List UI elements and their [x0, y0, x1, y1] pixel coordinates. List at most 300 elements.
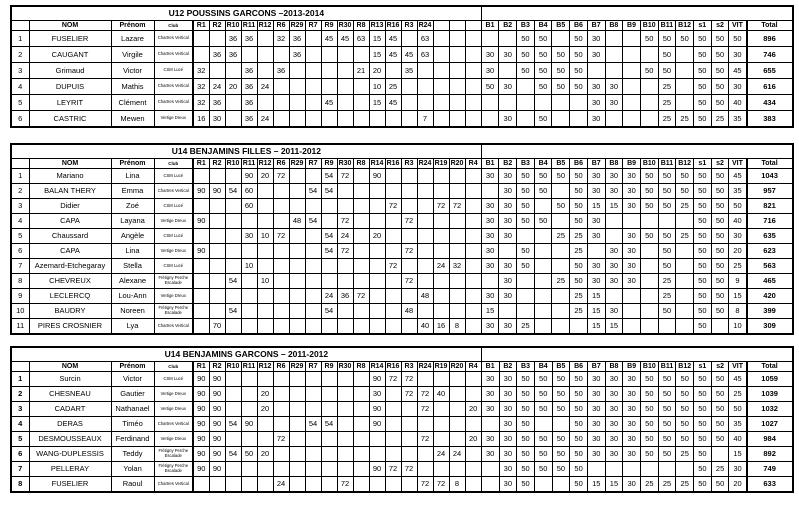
route-score-cell: 90 [369, 417, 385, 432]
boulder-score-cell [552, 244, 570, 259]
route-score-cell [321, 477, 337, 493]
table-title-spacer [481, 6, 792, 21]
route-column-header: R20 [450, 160, 464, 167]
route-score-cell [337, 319, 353, 335]
route-score-cell [241, 432, 257, 447]
boulder-score-cell [676, 79, 694, 95]
route-score-cell [337, 274, 353, 289]
route-column-header: R16 [386, 22, 400, 29]
route-score-cell [225, 372, 241, 387]
route-score-cell: 90 [209, 402, 225, 417]
route-score-cell [353, 184, 369, 199]
boulder-score-cell: 30 [499, 432, 517, 447]
boulder-score-cell: 50 [693, 47, 711, 63]
boulder-score-cell: 50 [552, 63, 570, 79]
results-table-u14-benjamins-garcons [10, 346, 794, 493]
boulder-score-cell: 50 [729, 402, 747, 417]
route-score-cell: 70 [209, 319, 225, 335]
route-score-cell [273, 319, 289, 335]
boulder-score-cell: 35 [729, 111, 747, 128]
route-score-cell: 54 [321, 229, 337, 244]
firstname-cell: Angèle [111, 229, 154, 244]
route-score-cell: 48 [289, 214, 305, 229]
route-score-cell [305, 289, 321, 304]
route-score-cell [257, 432, 273, 447]
boulder-score-cell: 50 [517, 199, 535, 214]
boulder-score-cell: 50 [658, 417, 676, 432]
nom-column-header: NOM [29, 21, 111, 31]
route-score-cell [337, 95, 353, 111]
route-column-header: R12 [258, 363, 272, 370]
route-column-header: R3 [401, 21, 417, 31]
route-score-cell: 90 [369, 372, 385, 387]
route-score-cell [273, 244, 289, 259]
route-score-cell [209, 244, 225, 259]
boulder-score-cell: 30 [499, 447, 517, 462]
table-row [11, 319, 793, 335]
column-header-row [11, 21, 793, 31]
route-score-cell: 20 [257, 447, 273, 462]
boulder-score-cell: 30 [587, 79, 605, 95]
table-row [11, 229, 793, 244]
boulder-score-cell [676, 289, 694, 304]
table-row [11, 259, 793, 274]
route-score-cell [385, 274, 401, 289]
boulder-score-cell: 50 [658, 259, 676, 274]
boulder-score-cell [534, 95, 552, 111]
route-column-header: R6 [273, 362, 289, 372]
boulder-score-cell: 25 [729, 259, 747, 274]
boulder-score-cell [658, 462, 676, 477]
firstname-cell: Lou-Ann [111, 289, 154, 304]
route-score-cell [433, 184, 449, 199]
boulder-score-cell: 15 [605, 319, 623, 335]
boulder-score-cell: 30 [499, 229, 517, 244]
name-cell: DUPUIS [29, 79, 111, 95]
boulder-score-cell: 30 [587, 417, 605, 432]
boulder-score-cell [623, 319, 641, 335]
boulder-score-cell: 30 [481, 372, 499, 387]
results-table-u14-benjamins-filles [10, 143, 794, 335]
boulder-score-cell: 50 [711, 79, 729, 95]
route-score-cell: 90 [209, 462, 225, 477]
boulder-score-cell [570, 95, 588, 111]
route-score-cell [401, 79, 417, 95]
table-row [11, 304, 793, 319]
route-score-cell: 10 [257, 229, 273, 244]
route-score-cell [209, 199, 225, 214]
route-column-header: R6 [273, 159, 289, 169]
boulder-score-cell: 50 [640, 184, 658, 199]
route-score-cell [353, 169, 369, 184]
boulder-score-cell: 30 [481, 169, 499, 184]
boulder-score-cell [517, 289, 535, 304]
route-score-cell: 72 [337, 169, 353, 184]
rank-cell: 8 [11, 274, 29, 289]
route-score-cell [369, 319, 385, 335]
total-cell: 892 [747, 447, 793, 462]
route-score-cell [417, 447, 433, 462]
boulder-score-cell: 50 [693, 95, 711, 111]
route-score-cell [433, 372, 449, 387]
boulder-score-cell: 25 [676, 229, 694, 244]
route-score-cell [257, 95, 273, 111]
boulder-column-header: B11 [658, 159, 676, 169]
boulder-score-cell: 25 [658, 95, 676, 111]
route-score-cell [273, 79, 289, 95]
firstname-cell: Lazare [111, 31, 154, 47]
club-cell: Vertige Dreux [154, 402, 193, 417]
rank-cell: 3 [11, 402, 29, 417]
route-score-cell [465, 214, 481, 229]
boulder-score-cell [640, 289, 658, 304]
boulder-score-cell: 50 [693, 111, 711, 128]
boulder-score-cell: 50 [570, 274, 588, 289]
boulder-score-cell: 25 [658, 289, 676, 304]
boulder-score-cell: 50 [641, 402, 659, 417]
route-score-cell [305, 319, 321, 335]
route-score-cell: 90 [193, 432, 209, 447]
total-cell: 821 [747, 199, 793, 214]
boulder-score-cell [640, 214, 658, 229]
boulder-column-header: B4 [534, 362, 552, 372]
boulder-score-cell: 30 [623, 432, 641, 447]
route-score-cell [385, 304, 401, 319]
prenom-column-header: Prénom [111, 21, 154, 31]
boulder-score-cell: 15 [587, 304, 605, 319]
route-score-cell: 45 [321, 31, 337, 47]
table-row [11, 417, 793, 432]
boulder-score-cell: 30 [587, 111, 605, 128]
route-score-cell [465, 387, 481, 402]
route-score-cell [369, 184, 385, 199]
route-score-cell: 72 [417, 477, 433, 493]
route-score-cell [369, 447, 385, 462]
route-score-cell: 24 [433, 259, 449, 274]
table-row [11, 47, 793, 63]
boulder-score-cell: 50 [570, 372, 588, 387]
boulder-score-cell [605, 229, 623, 244]
route-score-cell: 54 [321, 169, 337, 184]
route-column-header: R3 [401, 362, 417, 372]
route-score-cell: 90 [209, 372, 225, 387]
name-cell: Grimaud [29, 63, 111, 79]
route-score-cell [401, 95, 417, 111]
rank-cell: 5 [11, 432, 29, 447]
boulder-score-cell: 50 [711, 387, 729, 402]
table-title: U14 BENJAMINS GARCONS – 2011-2012 [11, 347, 481, 362]
boulder-score-cell: 50 [570, 31, 588, 47]
route-score-cell: 30 [209, 111, 225, 128]
route-score-cell [289, 244, 305, 259]
route-column-header: R7 [305, 21, 321, 31]
boulder-score-cell: 20 [729, 477, 747, 493]
boulder-score-cell: 50 [552, 372, 570, 387]
boulder-column-header: B1 [481, 159, 499, 169]
total-cell: 616 [747, 79, 793, 95]
boulder-score-cell: 50 [570, 169, 588, 184]
boulder-score-cell [605, 63, 623, 79]
route-score-cell: 54 [225, 417, 241, 432]
route-score-cell [193, 199, 209, 214]
boulder-score-cell [605, 214, 623, 229]
route-score-cell: 72 [385, 259, 401, 274]
route-score-cell [401, 184, 417, 199]
boulder-score-cell: 50 [552, 47, 570, 63]
route-score-cell: 72 [401, 214, 417, 229]
boulder-score-cell: 50 [694, 477, 712, 493]
route-score-cell [449, 79, 465, 95]
boulder-score-cell: 50 [517, 244, 535, 259]
route-column-header: R14 [370, 160, 384, 167]
route-score-cell: 54 [225, 184, 241, 199]
route-score-cell [449, 63, 465, 79]
route-score-cell [337, 199, 353, 214]
route-score-cell [241, 462, 257, 477]
boulder-score-cell: 50 [641, 432, 659, 447]
route-score-cell: 72 [337, 214, 353, 229]
boulder-score-cell: 30 [587, 95, 605, 111]
route-score-cell: 35 [401, 63, 417, 79]
route-score-cell [337, 47, 353, 63]
route-score-cell: 72 [449, 199, 465, 214]
name-cell: BALAN THERY [29, 184, 111, 199]
boulder-score-cell: 50 [658, 229, 676, 244]
route-score-cell: 90 [241, 169, 257, 184]
route-score-cell [417, 274, 433, 289]
boulder-column-header: s2 [711, 159, 729, 169]
route-score-cell [449, 214, 465, 229]
route-score-cell [417, 79, 433, 95]
table-row [11, 63, 793, 79]
route-score-cell [433, 111, 449, 128]
route-score-cell: 72 [433, 477, 449, 493]
route-score-cell [353, 259, 369, 274]
boulder-column-header: B10 [641, 362, 659, 372]
boulder-column-header: B11 [658, 21, 676, 31]
boulder-score-cell: 50 [570, 432, 588, 447]
total-cell: 984 [747, 432, 793, 447]
route-score-cell [401, 199, 417, 214]
boulder-score-cell: 50 [552, 402, 570, 417]
route-score-cell [337, 462, 353, 477]
route-score-cell [241, 274, 257, 289]
rank-cell: 1 [11, 169, 29, 184]
route-score-cell [401, 259, 417, 274]
route-score-cell [273, 95, 289, 111]
route-score-cell: 54 [321, 244, 337, 259]
boulder-score-cell [552, 111, 570, 128]
route-score-cell: 54 [321, 417, 337, 432]
boulder-score-cell: 30 [499, 289, 517, 304]
boulder-score-cell: 50 [517, 31, 535, 47]
boulder-score-cell: 50 [641, 372, 659, 387]
route-score-cell [257, 184, 273, 199]
route-score-cell: 54 [225, 274, 241, 289]
club-cell: CSM Lucé [154, 229, 193, 244]
name-cell: CAPA [29, 214, 111, 229]
table-row [11, 31, 793, 47]
route-score-cell: 20 [465, 402, 481, 417]
route-score-cell [353, 47, 369, 63]
club-cell: CSM Lucé [154, 63, 193, 79]
boulder-score-cell: 30 [481, 244, 499, 259]
boulder-column-header: B2 [499, 159, 517, 169]
boulder-score-cell [534, 244, 552, 259]
route-score-cell: 45 [401, 47, 417, 63]
route-score-cell [337, 63, 353, 79]
boulder-score-cell [641, 462, 659, 477]
total-cell: 420 [747, 289, 793, 304]
boulder-score-cell [623, 111, 641, 128]
route-score-cell: 25 [385, 79, 401, 95]
name-cell: DERAS [29, 417, 111, 432]
route-score-cell [257, 372, 273, 387]
boulder-score-cell [552, 417, 570, 432]
boulder-score-cell: 50 [517, 47, 535, 63]
boulder-score-cell [517, 229, 535, 244]
table-title: U14 BENJAMINS FILLES – 2011-2012 [11, 144, 481, 159]
route-score-cell [433, 169, 449, 184]
boulder-score-cell: 50 [694, 372, 712, 387]
boulder-score-cell: 30 [605, 304, 623, 319]
route-score-cell [257, 199, 273, 214]
total-cell: 623 [747, 244, 793, 259]
boulder-score-cell: 30 [499, 477, 517, 493]
boulder-score-cell: 25 [570, 244, 588, 259]
route-column-header: R7 [305, 362, 321, 372]
boulder-score-cell [481, 95, 499, 111]
route-score-cell [417, 417, 433, 432]
boulder-score-cell: 50 [534, 184, 552, 199]
boulder-score-cell [481, 477, 499, 493]
route-score-cell [193, 259, 209, 274]
boulder-score-cell: 25 [711, 111, 729, 128]
boulder-column-header: B12 [676, 21, 694, 31]
boulder-score-cell: 50 [517, 432, 535, 447]
route-score-cell [465, 319, 481, 335]
boulder-score-cell [623, 47, 641, 63]
route-score-cell [289, 417, 305, 432]
boulder-score-cell [711, 447, 729, 462]
route-score-cell [385, 402, 401, 417]
route-score-cell [449, 47, 465, 63]
route-score-cell: 90 [209, 184, 225, 199]
route-score-cell [193, 274, 209, 289]
boulder-score-cell: 25 [570, 289, 588, 304]
boulder-score-cell: 15 [587, 319, 605, 335]
route-score-cell [257, 319, 273, 335]
boulder-score-cell: 40 [729, 432, 747, 447]
boulder-score-cell: 50 [517, 417, 535, 432]
route-score-cell: 32 [193, 95, 209, 111]
boulder-score-cell: 50 [711, 63, 729, 79]
boulder-score-cell: 50 [711, 432, 729, 447]
club-cell: Vertige Dreux [154, 244, 193, 259]
route-score-cell: 90 [369, 402, 385, 417]
route-score-cell [465, 199, 481, 214]
route-score-cell [273, 462, 289, 477]
route-score-cell: 72 [385, 372, 401, 387]
route-score-cell [417, 63, 433, 79]
route-score-cell: 20 [369, 229, 385, 244]
boulder-column-header: B6 [570, 362, 588, 372]
boulder-score-cell: 30 [605, 432, 623, 447]
route-score-cell: 90 [193, 244, 209, 259]
table-row [11, 169, 793, 184]
route-score-cell: 20 [257, 402, 273, 417]
table-row [11, 289, 793, 304]
boulder-score-cell [676, 95, 694, 111]
route-score-cell [321, 47, 337, 63]
route-score-cell [385, 184, 401, 199]
boulder-score-cell: 30 [481, 289, 499, 304]
route-score-cell [225, 111, 241, 128]
route-score-cell [305, 304, 321, 319]
table-row [11, 244, 793, 259]
firstname-cell: Emma [111, 184, 154, 199]
route-score-cell: 90 [209, 387, 225, 402]
route-score-cell: 32 [273, 31, 289, 47]
boulder-column-header: s2 [711, 362, 729, 372]
total-cell: 1027 [747, 417, 793, 432]
route-score-cell [401, 417, 417, 432]
boulder-score-cell: 50 [693, 169, 711, 184]
boulder-score-cell: 30 [605, 169, 623, 184]
route-score-cell [401, 447, 417, 462]
route-score-cell [289, 477, 305, 493]
boulder-score-cell: 50 [658, 304, 676, 319]
route-score-cell [321, 259, 337, 274]
boulder-column-header: B10 [640, 21, 658, 31]
rank-cell: 3 [11, 63, 29, 79]
route-score-cell: 10 [241, 259, 257, 274]
boulder-score-cell: 50 [570, 462, 588, 477]
route-score-cell [193, 31, 209, 47]
route-score-cell [369, 304, 385, 319]
boulder-score-cell: 30 [623, 447, 641, 462]
rank-cell: 6 [11, 244, 29, 259]
boulder-score-cell: 50 [676, 372, 694, 387]
boulder-score-cell: 30 [623, 417, 641, 432]
route-score-cell [273, 417, 289, 432]
boulder-score-cell: 30 [729, 462, 747, 477]
table-row [11, 432, 793, 447]
route-score-cell [433, 274, 449, 289]
route-score-cell [385, 387, 401, 402]
route-score-cell [289, 304, 305, 319]
route-score-cell: 72 [337, 477, 353, 493]
route-score-cell: 24 [337, 229, 353, 244]
route-score-cell [273, 111, 289, 128]
route-score-cell [321, 214, 337, 229]
route-score-cell: 45 [385, 95, 401, 111]
boulder-score-cell: 50 [640, 63, 658, 79]
route-score-cell: 72 [273, 169, 289, 184]
route-score-cell [225, 63, 241, 79]
route-score-cell [241, 214, 257, 229]
route-score-cell [353, 244, 369, 259]
route-score-cell: 45 [321, 95, 337, 111]
name-cell: CADART [29, 402, 111, 417]
route-score-cell: 90 [193, 402, 209, 417]
route-score-cell [305, 387, 321, 402]
route-column-header: R29 [290, 22, 304, 29]
boulder-score-cell: 50 [570, 417, 588, 432]
club-cell: CSM Lucé [154, 169, 193, 184]
route-score-cell [289, 259, 305, 274]
boulder-score-cell: 30 [481, 447, 499, 462]
